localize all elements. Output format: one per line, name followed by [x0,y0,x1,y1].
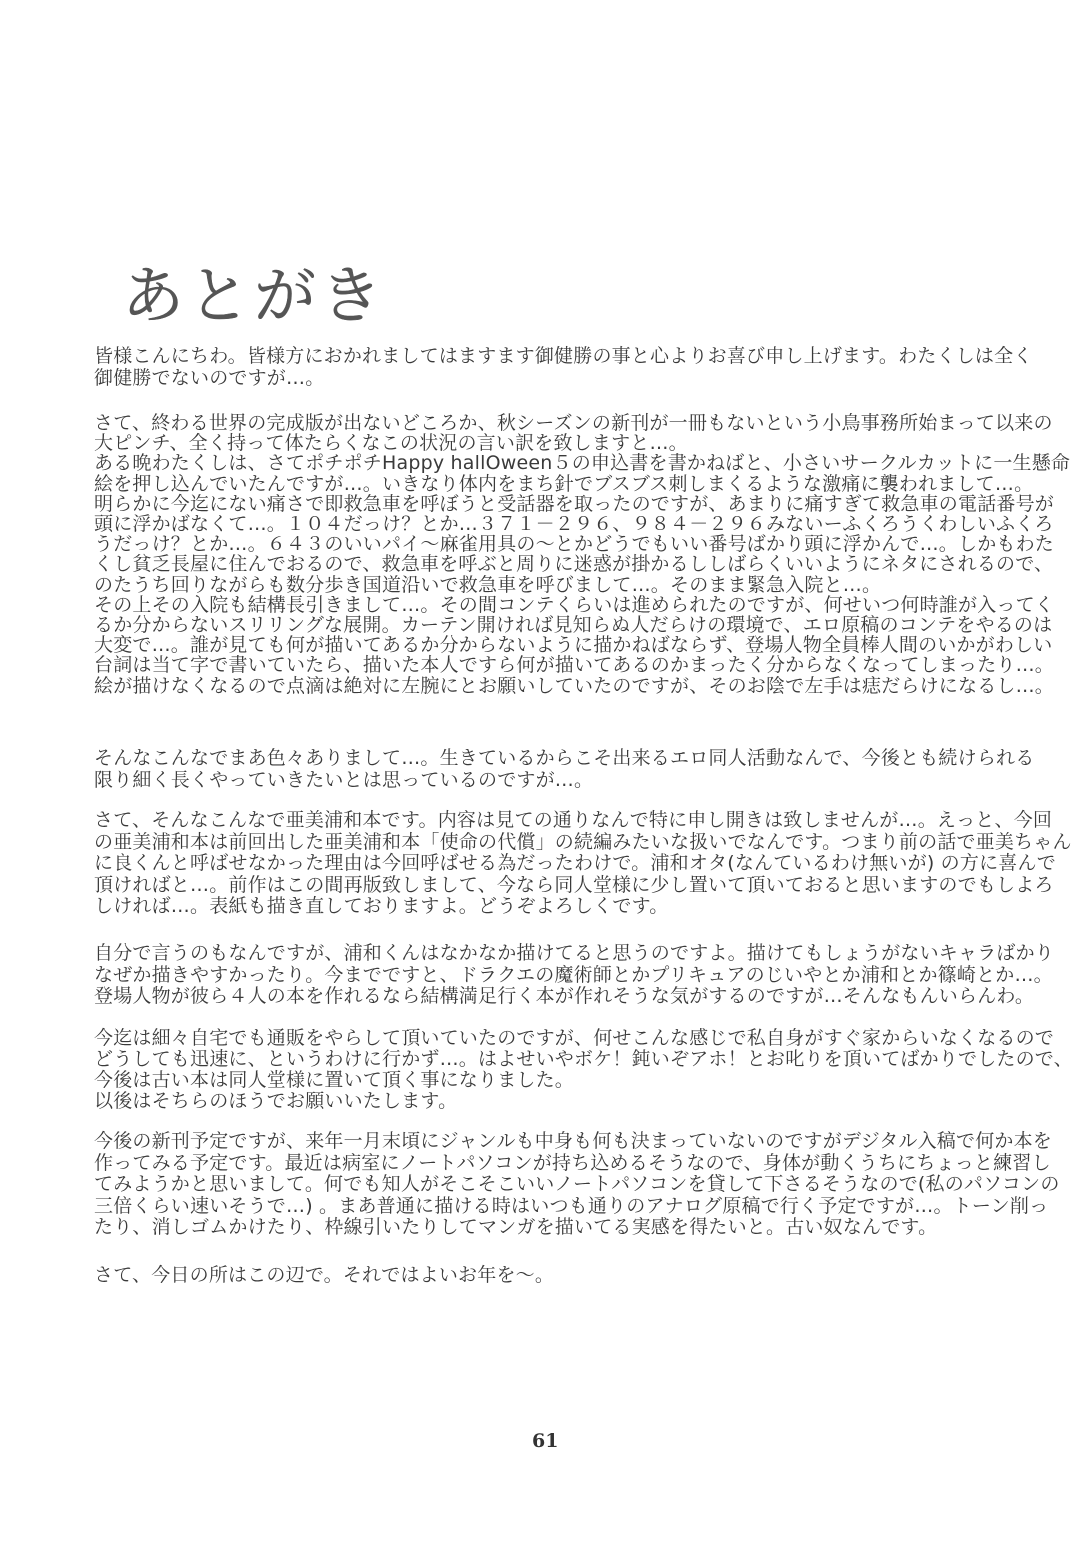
text-line: うだっけ？とか…。６４３のいいパイ～麻雀用具の～とかどうでもいい番号ばかり頭に浮かんで…。しかもわた [94,533,1055,556]
paragraph-mail-order [94,1027,1073,1112]
text-line: 台詞は当て字で書いていたら、描いた本人ですら何が描いてあるのかまったく分からなくなってしまったり…。 [94,654,1055,677]
text-line: 今迄は細々自宅でも通販をやらして頂いていたのですが、何せこんな感じで私自身がすぐ家からいなくなるので [94,1027,1055,1049]
text-line: 皆様こんにちわ。皆様方におかれましてはますます御健勝の事と心よりお喜び申し上げます。わたくしは全く [94,345,1033,367]
text-line: そんなこんなでまあ色々ありまして…。生きているからこそ出来るエロ同人活動なんで、今後とも続けられる [94,747,1035,769]
paragraph-closing [94,1265,1064,1287]
page-number: 61 [532,1430,559,1452]
text-line: 御健勝でないのですが…。 [94,366,325,389]
text-line: 頭に浮かばなくて…。１０４だっけ？とか…３７１－２９６、９８４－２９６みないーふくろうくわしいふくろ [94,513,1054,536]
text-line: 限り細く長くやっていきたいとは思っているのですが…。 [94,768,594,791]
page-title: あとがき [122,259,387,332]
text-line: 今後は古い本は同人堂様に置いて頂く事になりました。 [94,1069,575,1091]
text-line: 三倍くらい速いそうで…) 。まあ普通に描ける時はいつも通りのアナログ原稿で行く予定ですが…。トーン削っ [94,1194,1049,1217]
text-line: さて、終わる世界の完成版が出ないどころか、秋シーズンの新刊が一冊もないという小鳥事務所始まって以来の [94,412,1053,434]
text-line: なぜか描きやすかったり。今までですと、ドラクエの魔術師とかプリキュアのじいやとか浦和とか篠崎とか…。 [94,963,1053,986]
text-line: 今後の新刊予定ですが、来年一月末頃にジャンルも中身も何も決まっていないのですがデジタル入稿で何か本を [94,1130,1053,1152]
text-line: 登場人物が彼ら４人の本を作れるなら結構満足行く本が作れそうな気がするのですが…そんなもんいらんわ。 [94,985,1035,1008]
text-line: の亜美浦和本は前回出した亜美浦和本「使命の代償」の続編みたいな扱いでなんです。つまり前の話で亜美ちゃん [94,830,1072,853]
text-line: 作ってみる予定です。最近は病室にノートパソコンが持ち込めるそうなので、身体が動くうちにちょっと練習し [94,1151,1051,1174]
text-line: 大変で…。誰が見ても何が描いてあるか分からないように描かねばならず、登場人物全員棒人間のいかがわしい [94,634,1053,657]
text-line: てみようかと思いまして。何でも知人がそこそこいいノートパソコンを貸して下さるそうなので(私のパソコンの [94,1173,1060,1196]
text-line: 大ピンチ、全く持って体たらくなこの状況の言い訳を致しますと…。 [94,432,688,455]
text-line: 以後はそちらのほうでお願いいたします。 [94,1090,458,1112]
paragraph-hospital-story [94,412,1071,697]
text-line: たり、消しゴムかけたり、枠線引いたりしてマンガを描いてる実感を得たいと。古い奴なんです。 [94,1216,938,1239]
text-line: どうしても迅速に、というわけに行かず…。はよせいやボケ！鈍いぞアホ！とお叱りを頂いてばかりでしたので、 [94,1048,1073,1070]
paragraph-next-book [94,1131,1064,1239]
paragraph-doujin-activity [94,748,1064,791]
paragraph-greeting [94,346,1064,389]
text-line: 自分で言うのもなんですが、浦和くんはなかなか描けてると思うのですよ。描けてもしょうがないキャラばかり [94,942,1055,964]
text-line: るか分からないスリリングな展開。カーテン開ければ見知らぬ人だらけの環境で、エロ原稿のコンテをやるのは [94,614,1053,637]
text-line: さて、今日の所はこの辺で。それではよいお年を～。 [94,1264,555,1286]
text-line: ある晩わたくしは、さてポチポチHappy hallOween５の申込書を書かねばと、小さいサークルカットに一生懸命 [94,452,1071,475]
text-line: に良くんと呼ばせなかった理由は今回呼ばせる為だったわけで。浦和オタ(なんているわけ無いが) の方に喜んで [94,852,1056,875]
text-line: 明らかに今迄にない痛さで即救急車を呼ぼうと受話器を取ったのですが、あまりに痛すぎて救急車の電話番号が [94,492,1055,515]
text-line: 絵を押し込んでいたんですが…。いきなり体内をまち針でブスブス刺しまくるような激痛に襲われまして…。 [94,472,1034,495]
text-line: のたうち回りながらも数分歩き国道沿いで救急車を呼びまして…。そのまま緊急入院と…。 [94,573,882,596]
text-line: しければ…。表紙も描き直しておりますよ。どうぞよろしくです。 [94,895,669,918]
text-line: 絵が描けなくなるので点滴は絶対に左腕にとお願いしていたのですが、そのお陰で左手は痣だらけになるし…。 [94,674,1055,697]
text-line: その上その入院も結構長引きまして…。その間コンテくらいは進められたのですが、何せいつ何時誰が入ってく [94,593,1055,616]
text-line: 頂ければと…。前作はこの間再版致しまして、今なら同人堂様に少し置いて頂いておると思いますのでもしよろ [94,873,1054,896]
text-line: さて、そんなこんなで亜美浦和本です。内容は見ての通りなんで特に申し開きは致しませんが…。えっと、今回 [94,809,1053,831]
paragraph-urawa-kun [94,943,1064,1008]
paragraph-ami-urawa-book [94,809,1072,918]
text-line: くし貧乏長屋に住んでおるので、救急車を呼ぶと周りに迷惑が掛かるししばらくいいようにネタにされるので、 [94,553,1054,576]
